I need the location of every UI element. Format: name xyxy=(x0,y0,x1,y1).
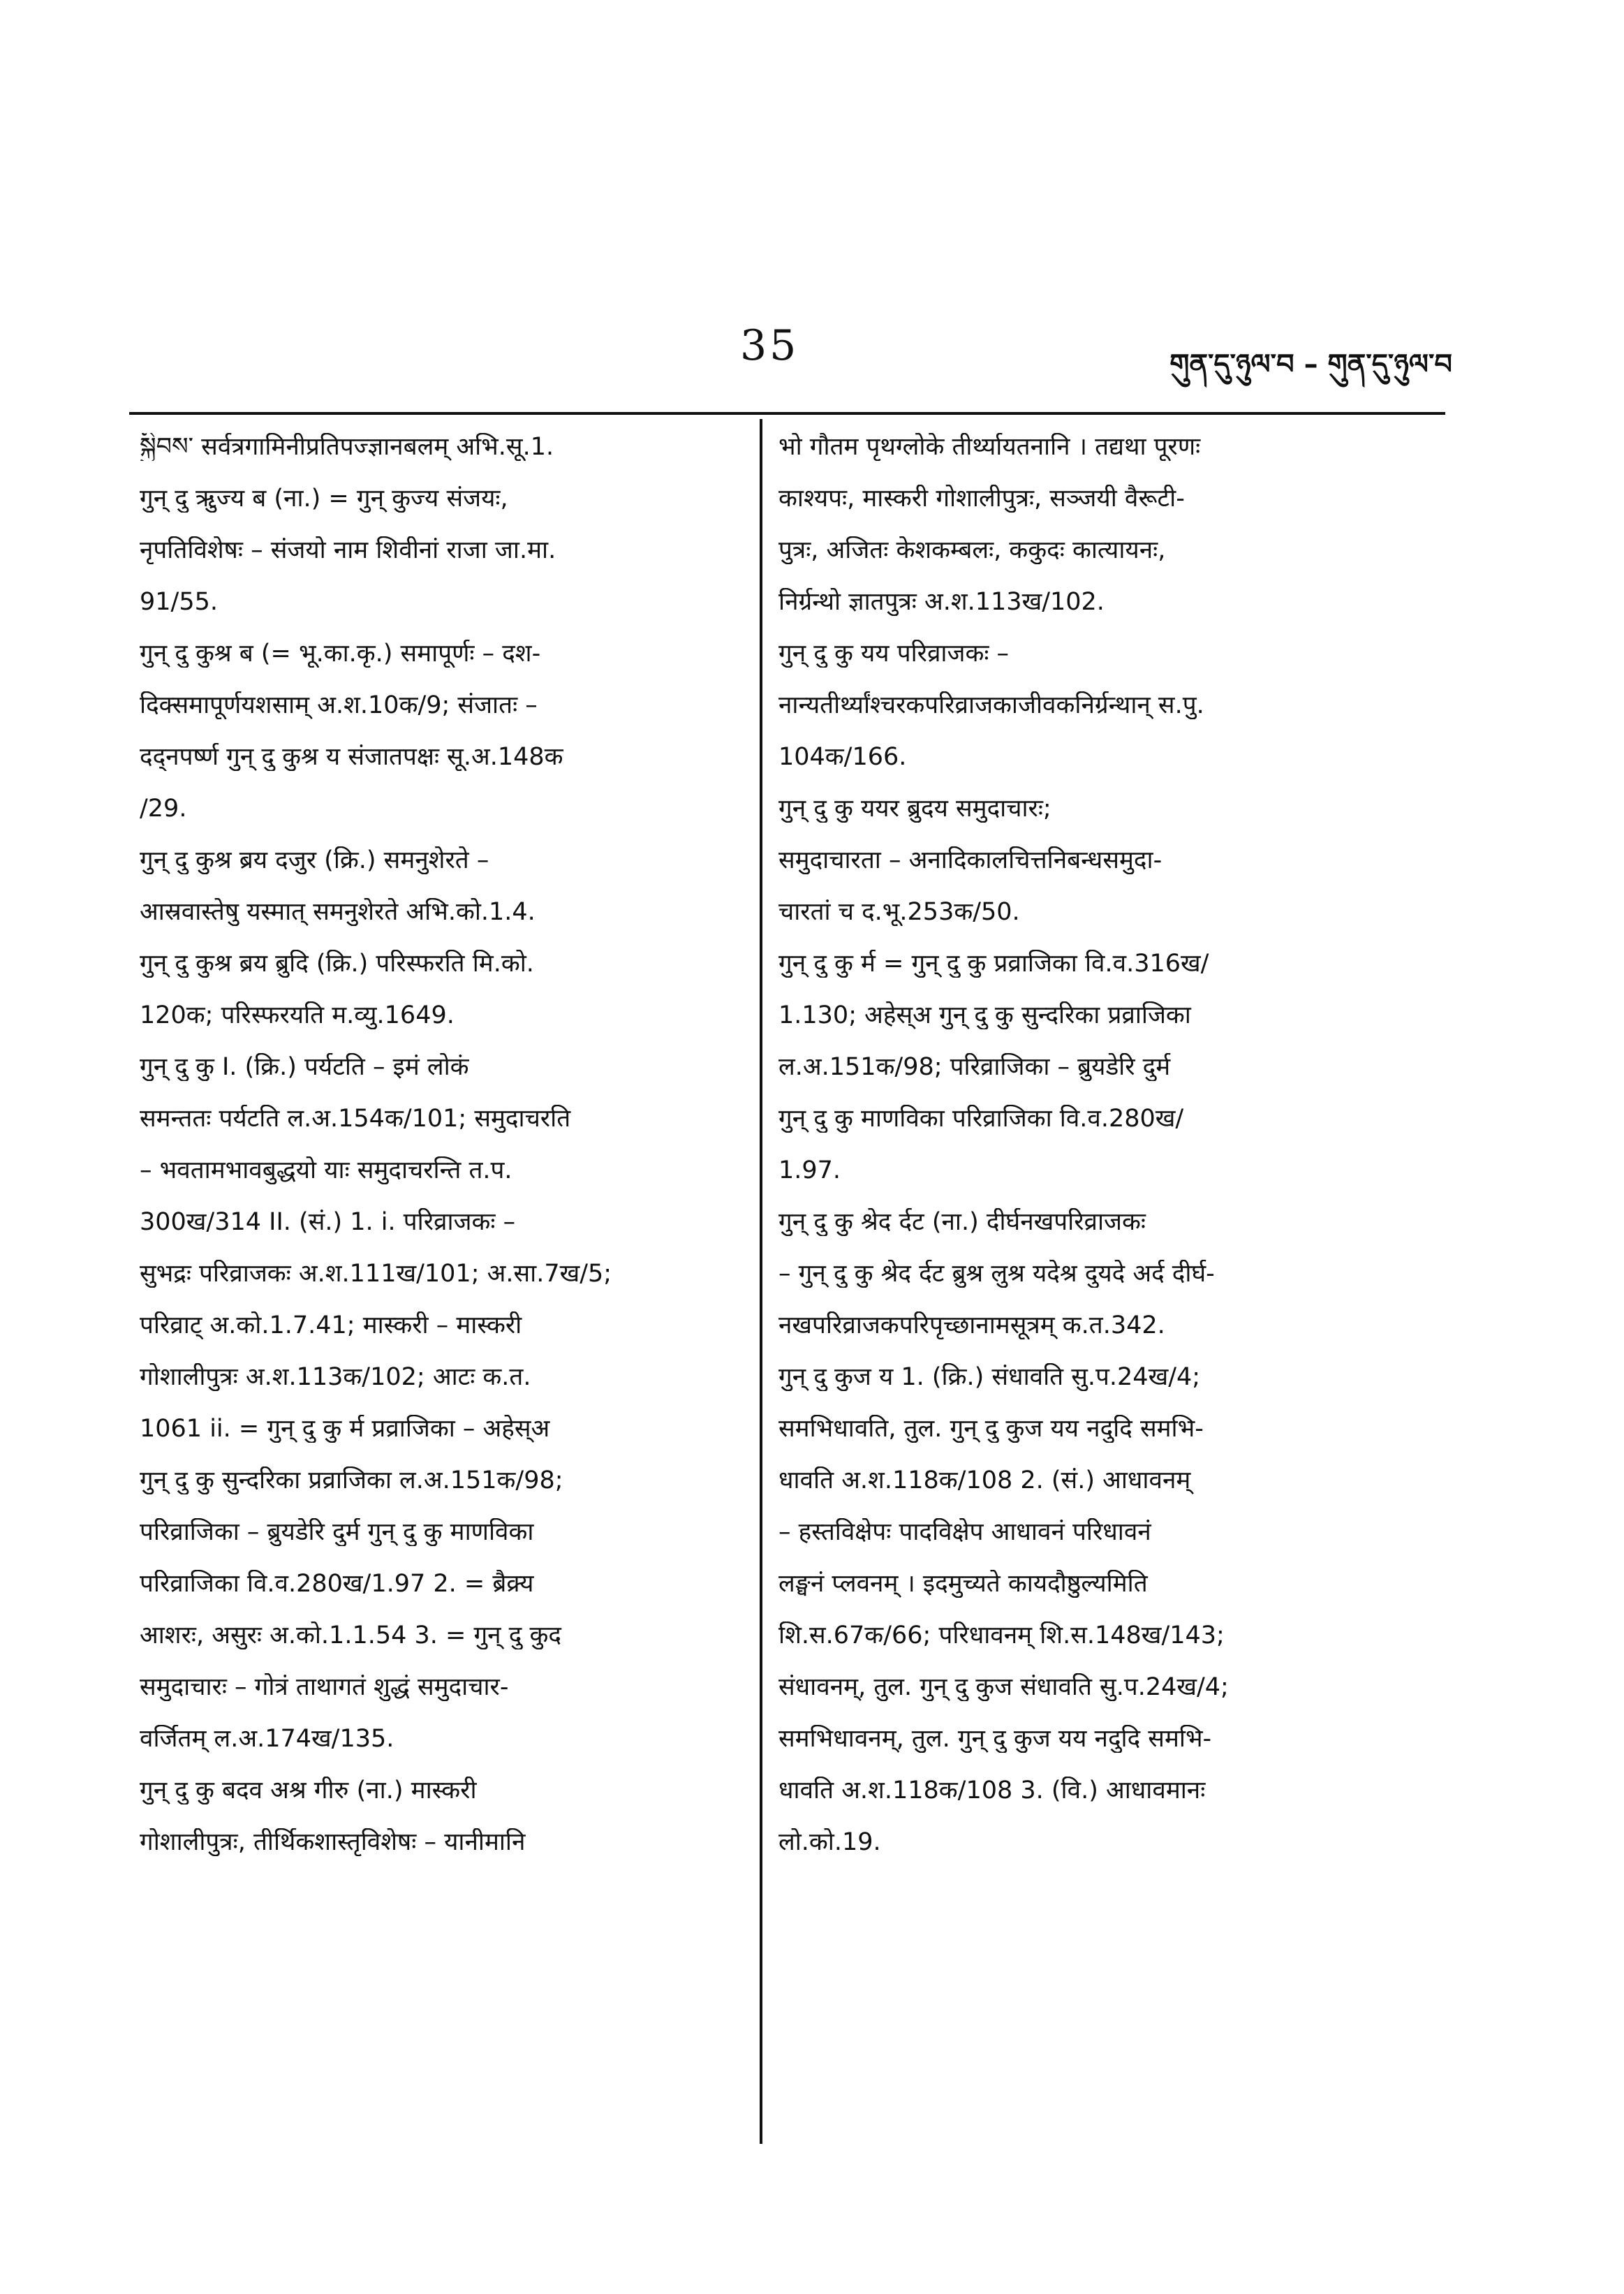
dictionary-line: नान्यतीर्थ्यांश्चरकपरिव्राजकाजीवकनिर्ग्रन्थान् स.पु. xyxy=(778,691,1204,719)
dictionary-line: ल.अ.151क/98; परिव्राजिका – ब्रुयडेरि दुर्म xyxy=(778,1053,1171,1081)
dictionary-line: आस्रवास्तेषु यस्मात् समनुशेरते अभि.को.1.4. xyxy=(140,898,536,926)
dictionary-line: – हस्तविक्षेपः पादविक्षेप आधावनं परिधावनं xyxy=(778,1518,1151,1546)
dictionary-line: /29. xyxy=(140,795,187,823)
dictionary-line: समन्ततः पर्यटति ल.अ.154क/101; समुदाचरति xyxy=(140,1105,571,1133)
right-column xyxy=(778,433,1400,1880)
dictionary-line: धावति अ.श.118क/108 2. (सं.) आधावनम् xyxy=(778,1466,1191,1494)
page-header xyxy=(126,321,1452,384)
dictionary-line: गुन्‌ दु कुज य 1. (क्रि.) संधावति सु.प.24ख/4; xyxy=(778,1363,1201,1391)
dictionary-line: गुन्‌ दु कु ययर ब्रुदय समुदाचारः; xyxy=(778,795,1051,823)
dictionary-line: आशरः, असुरः अ.को.1.1.54 3. = गुन्‌ दु कुद xyxy=(140,1622,561,1649)
dictionary-line: गुन्‌ दु कुश्र ब (= भू.का.कृ.) समापूर्णः – दश- xyxy=(140,640,541,668)
dictionary-line: वर्जितम् ल.अ.174ख/135. xyxy=(140,1725,394,1753)
dictionary-line: दद्नपर्ष्ण गुन्‌ दु कुश्र य संजातपक्षः सू.अ.148क xyxy=(140,743,563,771)
dictionary-line: 1.130; अहेस्अ गुन्‌ दु कु सुन्दरिका प्रव्राजिका xyxy=(778,1001,1191,1029)
dictionary-line: दिक्समापूर्णयशसाम् अ.श.10क/9; संजातः – xyxy=(140,691,538,719)
dictionary-line: 1061 ii. = गुन्‌ दु कु र्म प्रव्राजिका – अहेस्अ xyxy=(140,1415,550,1443)
dictionary-line: समुदाचारः – गोत्रं ताथागतं शुद्धं समुदाचार- xyxy=(140,1673,509,1701)
left-column xyxy=(140,433,740,1880)
dictionary-line: शि.स.67क/66; परिधावनम् शि.स.148ख/143; xyxy=(778,1622,1225,1649)
page-number: 35 xyxy=(740,321,799,370)
dictionary-line: सुभद्रः परिव्राजकः अ.श.111ख/101; अ.सा.7ख/5; xyxy=(140,1260,612,1288)
dictionary-line: भो गौतम पृथग्लोके तीर्थ्यायतनानि । तद्यथा पूरणः xyxy=(778,433,1201,461)
dictionary-line: चारतां च द.भू.253क/50. xyxy=(778,898,1020,926)
dictionary-line: परिव्राजिका – ब्रुयडेरि दुर्म गुन्‌ दु कु माणविका xyxy=(140,1518,534,1546)
running-head: གུན་དུ་ཉུལ་བ – གུན་དུ་ཉུལ་བ xyxy=(1169,348,1452,381)
dictionary-line: गुन्‌ दु कु बदव अश्र गीरु (ना.) मास्करी xyxy=(140,1777,477,1804)
column-divider xyxy=(760,419,762,2144)
dictionary-line: गुन्‌ दु कु I. (क्रि.) पर्यटति – इमं लोकं xyxy=(140,1053,469,1081)
dictionary-line: लो.को.19. xyxy=(778,1828,881,1856)
dictionary-line: निर्ग्रन्थो ज्ञातपुत्रः अ.श.113ख/102. xyxy=(778,588,1105,616)
dictionary-line: गुन्‌ दु कु सुन्दरिका प्रव्राजिका ल.अ.151क/98; xyxy=(140,1466,563,1494)
dictionary-line: – गुन्‌ दु कु श्रेद र्दट ब्रुश्र लुश्र यदेश्र दुयदे अर्द दीर्घ- xyxy=(778,1260,1215,1288)
dictionary-line: समभिधावनम्, तुल. गुन्‌ दु कुज यय नदुदि समभि- xyxy=(778,1725,1212,1753)
dictionary-line: नृपतिविशेषः – संजयो नाम शिवीनां राजा जा.मा. xyxy=(140,536,556,564)
dictionary-line: परिव्राजिका वि.व.280ख/1.97 2. = ब्रैक्र्य xyxy=(140,1570,534,1598)
dictionary-line: गुन्‌ दु कुश्र ब्रय दजुर (क्रि.) समनुशेरते – xyxy=(140,846,489,874)
header-rule xyxy=(129,412,1445,415)
dictionary-line: गुन्‌ दु कु माणविका परिव्राजिका वि.व.280ख/ xyxy=(778,1105,1184,1133)
dictionary-line: लङ्घनं प्लवनम् । इदमुच्यते कायदौष्ठुल्यमिति xyxy=(778,1570,1148,1598)
dictionary-line: समभिधावति, तुल. गुन्‌ दु कुज यय नदुदि समभि- xyxy=(778,1415,1204,1443)
dictionary-line: गुन्‌ दु कु र्म = गुन्‌ दु कु प्रव्राजिका वि.व.316ख/ xyxy=(778,950,1209,978)
dictionary-line: गोशालीपुत्रः अ.श.113क/102; आटः क.त. xyxy=(140,1363,531,1391)
dictionary-line: – भवतामभावबुद्धयो याः समुदाचरन्ति त.प. xyxy=(140,1156,512,1184)
dictionary-line: गुन्‌ दु कु श्रेद र्दट (ना.) दीर्घनखपरिव्राजकः xyxy=(778,1208,1146,1236)
dictionary-line: སྐྱིབས་ सर्वत्रगामिनीप्रतिपज्ज्ञानबलम् अभि.सू.1. xyxy=(140,433,554,461)
dictionary-line: गुन्‌ दु ऋुज्य ब (ना.) = गुन्‌ कुज्य संजयः, xyxy=(140,485,508,513)
dictionary-line: परिव्राट् अ.को.1.7.41; मास्करी – मास्करी xyxy=(140,1311,522,1339)
dictionary-line: पुत्रः, अजितः केशकम्बलः, ककुदः कात्यायनः, xyxy=(778,536,1166,564)
dictionary-line: समुदाचारता – अनादिकालचित्तनिबन्धसमुदा- xyxy=(778,846,1162,874)
dictionary-line: 104क/166. xyxy=(778,743,907,771)
dictionary-line: 1.97. xyxy=(778,1156,841,1184)
dictionary-line: गुन्‌ दु कु यय परिव्राजकः – xyxy=(778,640,1010,668)
dictionary-line: नखपरिव्राजकपरिपृच्छानामसूत्रम् क.त.342. xyxy=(778,1311,1165,1339)
dictionary-line: 120क; परिस्फरयति म.व्यु.1649. xyxy=(140,1001,455,1029)
dictionary-line: गोशालीपुत्रः, तीर्थिकशास्तृविशेषः – यानीमानि xyxy=(140,1828,526,1856)
dictionary-line: 300ख/314 II. (सं.) 1. i. परिव्राजकः – xyxy=(140,1208,516,1236)
dictionary-line: 91/55. xyxy=(140,588,218,616)
dictionary-line: काश्यपः, मास्करी गोशालीपुत्रः, सञ्जयी वैरूटी- xyxy=(778,485,1185,513)
dictionary-line: धावति अ.श.118क/108 3. (वि.) आधावमानः xyxy=(778,1777,1206,1804)
dictionary-line: गुन्‌ दु कुश्र ब्रय ब्रुदि (क्रि.) परिस्फरति मि.को. xyxy=(140,950,534,978)
dictionary-line: संधावनम्, तुल. गुन्‌ दु कुज संधावति सु.प.24ख/4; xyxy=(778,1673,1229,1701)
